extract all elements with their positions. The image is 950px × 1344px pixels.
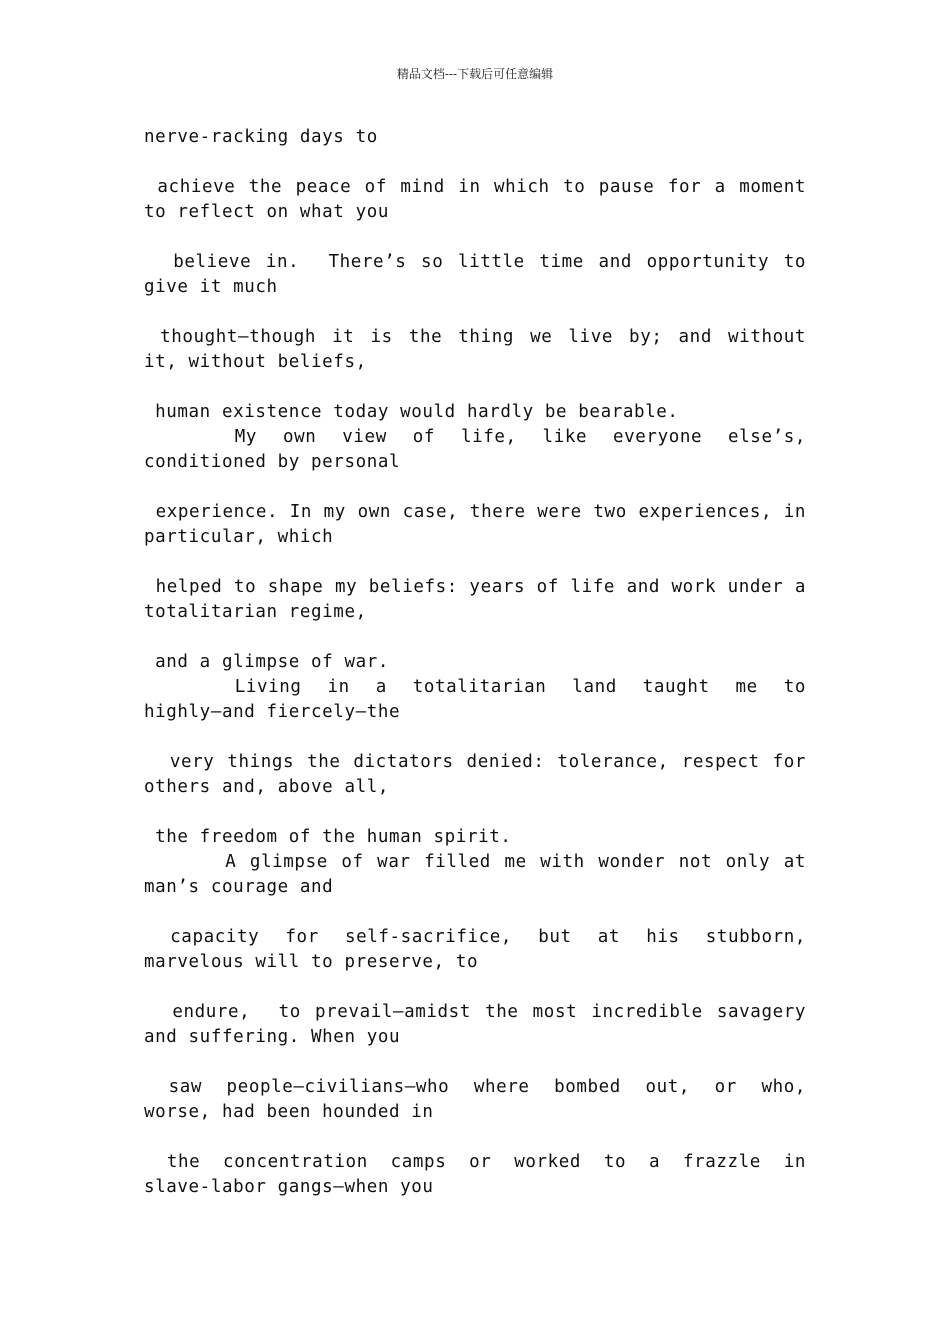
text-line: the concentration camps or worked to a frazzle in: [166, 1152, 806, 1172]
text-line: capacity for self-sacrifice, but at his stubborn,: [144, 927, 806, 947]
text-line: conditioned by personal: [144, 452, 401, 472]
text-line: A glimpse of war filled me with wonder not only at: [144, 852, 806, 872]
blank-line: [144, 1125, 806, 1150]
text-line: particular, which: [144, 527, 334, 547]
text-line: helped to shape my beliefs: years of life and work under a: [144, 577, 806, 597]
text-line: marvelous will to preserve, to: [144, 952, 479, 972]
text-line: others and, above all,: [144, 777, 389, 797]
text-line: worse, had been hounded in: [144, 1102, 434, 1122]
text-line: totalitarian regime,: [144, 602, 367, 622]
blank-line: [144, 225, 806, 250]
blank-line: [144, 375, 806, 400]
blank-line: [144, 475, 806, 500]
text-line: thought—though it is the thing we live by; and without: [144, 327, 806, 347]
blank-line: [144, 900, 806, 925]
text-line: nerve-racking days to: [144, 127, 378, 147]
text-line: believe in. There’s so little time and opportunity to: [144, 252, 806, 272]
blank-line: [144, 625, 806, 650]
text-line: experience. In my own case, there were two experiences, in: [144, 502, 806, 522]
blank-line: [144, 975, 806, 1000]
blank-line: [144, 550, 806, 575]
text-line: man’s courage and: [144, 877, 334, 897]
text-line: very things the dictators denied: tolerance, respect for: [144, 752, 806, 772]
text-line: endure, to prevail—amidst the most incredible savagery: [144, 1002, 806, 1022]
text-line: achieve the peace of mind in which to pause for a moment: [144, 177, 806, 197]
text-line: to reflect on what you: [144, 202, 389, 222]
text-line: saw people—civilians—who where bombed out, or who,: [144, 1077, 806, 1097]
text-line: slave-labor gangs—when you: [144, 1177, 434, 1197]
text-line: and suffering. When you: [144, 1027, 401, 1047]
text-line: highly—and fiercely—the: [144, 702, 401, 722]
text-line: give it much: [144, 277, 278, 297]
page-header: 精品文档---下载后可任意编辑: [396, 67, 554, 81]
blank-line: [144, 725, 806, 750]
blank-line: [144, 150, 806, 175]
blank-line: [144, 1050, 806, 1075]
blank-line: [144, 300, 806, 325]
text-line: the freedom of the human spirit.: [144, 827, 512, 847]
text-line: My own view of life, like everyone else’s,: [234, 427, 806, 447]
blank-line: [144, 800, 806, 825]
text-line: it, without beliefs,: [144, 352, 367, 372]
text-line: and a glimpse of war.: [144, 652, 389, 672]
document-body: [144, 125, 806, 1200]
text-line: human existence today would hardly be bearable.: [144, 402, 679, 422]
text-line: Living in a totalitarian land taught me to: [234, 677, 806, 697]
